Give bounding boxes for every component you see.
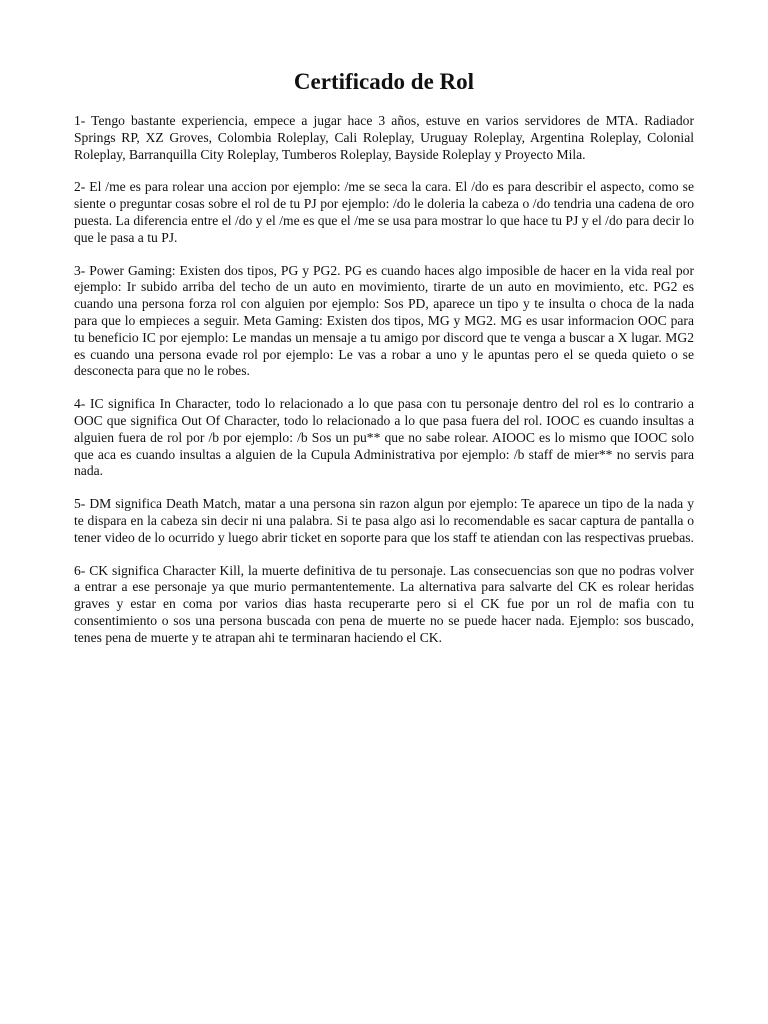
paragraph-5: 5- DM significa Death Match, matar a una persona sin razon algun por ejemplo: Te aparece un tipo de la nada y te dispara en la cabeza sin decir ni una palabra. Si te pasa algo asi lo recomendable es sacar captura de pantalla o tener video de lo ocurrido y luego abrir ticket en soporte para que los staff te atiendan con las respectivas pruebas. (74, 496, 694, 545)
paragraph-2: 2- El /me es para rolear una accion por ejemplo: /me se seca la cara. El /do es para describir el aspecto, como se siente o preguntar cosas sobre el rol de tu PJ por ejemplo: /do le doleria la cabeza o /do tendria una cadena de oro puesta. La diferencia entre el /do y el /me es que el /me se usa para mostrar lo que hace tu PJ y el /do para decir lo que le pasa a tu PJ. (74, 179, 694, 245)
paragraph-6: 6- CK significa Character Kill, la muerte definitiva de tu personaje. Las consecuencias son que no podras volver a entrar a ese personaje ya que murio permantentemente. La alternativa para salvarte del CK es rolear heridas graves y estar en coma por varios dias hasta recuperarte pero si el CK fue por un rol de mafia con tu consentimiento o sos una persona buscada con pena de muerte no se puede hacer nada. Ejemplo: sos buscado, tenes pena de muerte y te atrapan ahi te terminaran haciendo el CK. (74, 562, 694, 645)
paragraph-3: 3- Power Gaming: Existen dos tipos, PG y PG2. PG es cuando haces algo imposible de hacer en la vida real por ejemplo: Ir subido arriba del techo de un auto en movimiento, tirarte de un auto en movimiento, etc. PG2 es cuando una persona forza rol con alguien por ejemplo: Sos PD, aparece un tipo y te insulta o choca de la nada para que lo empieces a seguir. Meta Gaming: Existen dos tipos, MG y MG2. MG es usar informacion OOC para tu beneficio IC por ejemplo: Le mandas un mensaje a tu amigo por discord que te venga a buscar a X lugar. MG2 es cuando una persona evade rol por ejemplo: Le vas a robar a uno y le apuntas pero el se queda quieto o se desconecta para que no le robes. (74, 262, 694, 379)
paragraph-4: 4- IC significa In Character, todo lo relacionado a lo que pasa con tu personaje dentro del rol es lo contrario a OOC que significa Out Of Character, todo lo relacionado a lo que pasa fuera del rol. IOOC es cuando insultas a alguien fuera de rol por /b por ejemplo: /b Sos un pu** que no sabe rolear. AIOOC es lo mismo que IOOC solo que aca es cuando insultas a alguien de la Cupula Administrativa por ejemplo: /b staff de mier** no servis para nada. (74, 396, 694, 479)
document-body (74, 113, 694, 663)
document-title: Certificado de Rol (293, 69, 475, 94)
paragraph-1: 1- Tengo bastante experiencia, empece a jugar hace 3 años, estuve en varios servidores de MTA. Radiador Springs RP, XZ Groves, Colombia Roleplay, Cali Roleplay, Uruguay Roleplay, Argentina Roleplay, Colonial Roleplay, Barranquilla City Roleplay, Tumberos Roleplay, Bayside Roleplay y Proyecto Mila. (74, 113, 694, 162)
